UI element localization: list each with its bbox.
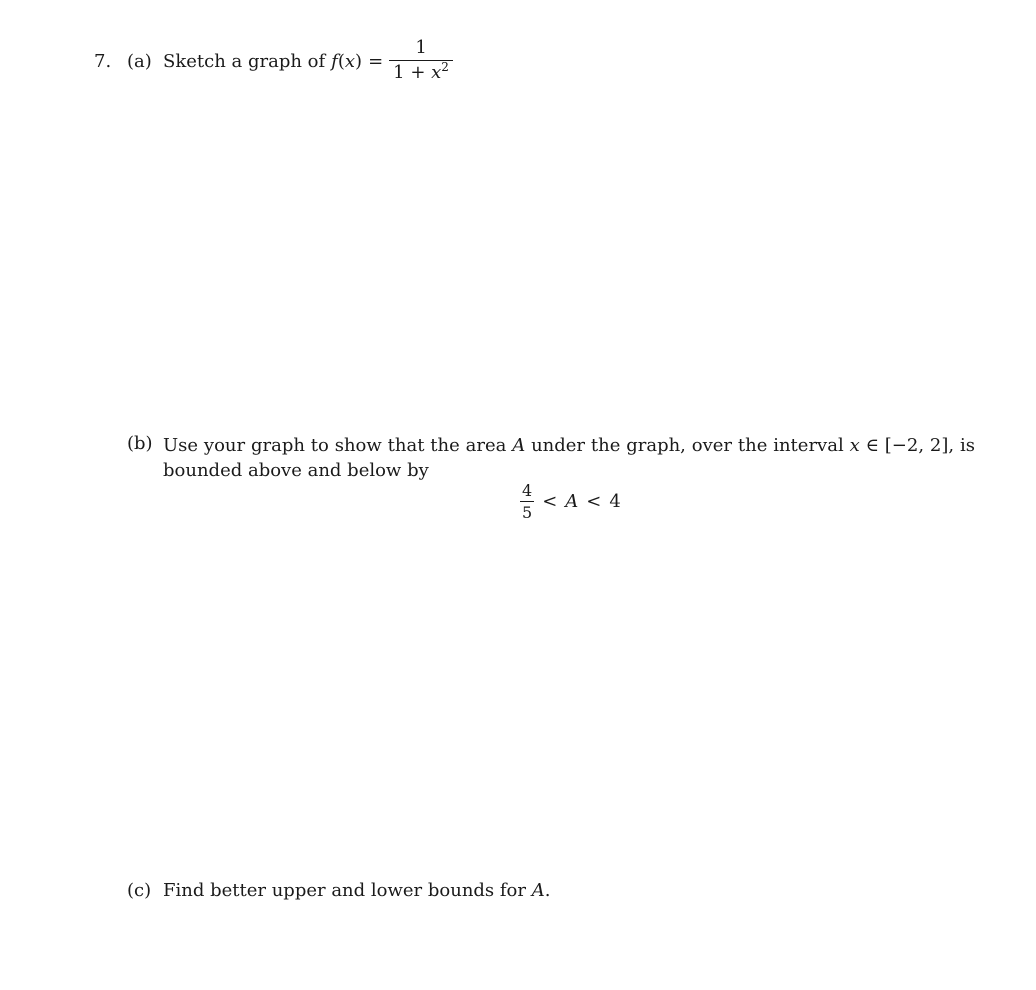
function-argument: x xyxy=(344,50,356,72)
part-b-text-1: Use your graph to show that the area xyxy=(163,435,507,456)
upper-bound: 4 xyxy=(609,490,621,512)
lower-bound-denominator: 5 xyxy=(522,502,533,522)
denominator-exponent: 2 xyxy=(441,60,449,74)
element-of-symbol: ∈ xyxy=(865,435,879,456)
problem-number: 7. xyxy=(94,51,112,72)
part-c-label: (c) xyxy=(127,880,152,901)
denominator-base: 1 + xyxy=(393,62,432,83)
part-a-text: Sketch a graph of xyxy=(163,50,326,72)
part-a-label: (a) xyxy=(127,51,152,72)
equals-sign: = xyxy=(368,50,384,72)
part-c-period: . xyxy=(544,880,551,901)
inequality-area-variable: A xyxy=(565,490,579,512)
inequality-display xyxy=(520,478,621,524)
part-a-statement xyxy=(163,36,453,86)
function-expression: f(x) xyxy=(331,50,363,72)
part-c-text: Find better upper and lower bounds for xyxy=(163,880,526,901)
part-c-statement xyxy=(163,880,550,901)
function-fraction xyxy=(389,38,453,84)
lower-bound-fraction xyxy=(520,481,534,522)
part-b-text-2: under the graph, over the interval xyxy=(531,435,844,456)
part-b-paragraph xyxy=(163,433,975,483)
part-b-text-3: , is bounded above and below by xyxy=(163,435,975,481)
part-b-label: (b) xyxy=(127,433,153,454)
function-name: f xyxy=(331,50,338,72)
lower-bound-numerator: 4 xyxy=(522,480,533,500)
denominator-variable: x xyxy=(431,62,442,83)
interval-value: [−2, 2] xyxy=(884,435,949,456)
interval-variable: x xyxy=(849,435,860,456)
less-than-sign: < xyxy=(586,490,602,512)
area-variable: A xyxy=(512,435,526,456)
less-than-sign: < xyxy=(542,490,558,512)
part-c-variable: A xyxy=(531,880,545,901)
fraction-denominator xyxy=(389,61,453,84)
fraction-numerator: 1 xyxy=(389,38,453,61)
